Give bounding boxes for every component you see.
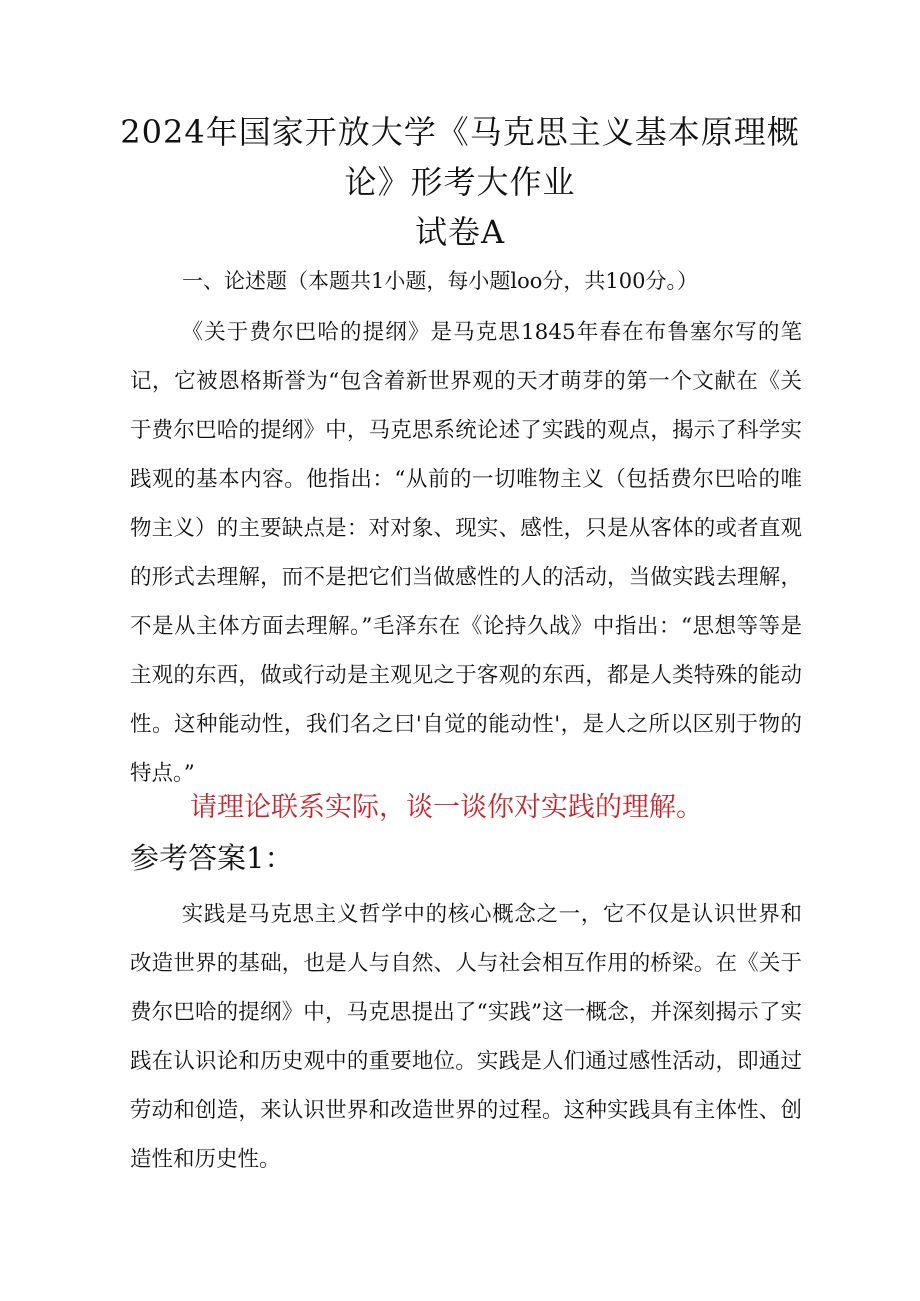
answer-paragraph: 实践是马克思主义哲学中的核心概念之一，它不仅是认识世界和改造世界的基础，也是人与自然、人与社会相互作用的桥梁。在《关于费尔巴哈的提纲》中，马克思提出了“实践”这一概念，并深刻揭示了实践在认识论和历史观中的重要地位。实践是人们通过感性活动，即通过劳动和创造，来认识世界和改造世界的过程。这种实践具有主体性、创造性和历史性。 (130, 902, 802, 1172)
section-heading: 一、论述题（本题共1小题，每小题loo分，共100分。） (182, 269, 698, 293)
document-title-line-2: 论》形考大作业 (344, 163, 576, 201)
document-title-line-1: 2024年国家开放大学《马克思主义基本原理概 (120, 113, 800, 151)
question-text: 请理论联系实际，谈一谈你对实践的理解。 (190, 792, 703, 823)
answer-heading: 参考答案1： (130, 841, 294, 875)
prompt-paragraph: 《关于费尔巴哈的提纲》是马克思1845年春在布鲁塞尔写的笔记，它被恩格斯誉为“包含着新世界观的天才萌芽的第一个文献在《关于费尔巴哈的提纲》中，马克思系统论述了实践的观点，揭示了科学实践观的基本内容。他指出：“从前的一切唯物主义（包括费尔巴哈的唯物主义）的主要缺点是：对对象、现实、感性，只是从客体的或者直观的形式去理解，而不是把它们当做感性的人的活动，当做实践去理解，不是从主体方面去理解。”毛泽东在《论持久战》中指出：“思想等等是主观的东西，做或行动是主观见之于客观的东西，都是人类特殊的能动性。这种能动性，我们名之曰'自觉的能动性'，是人之所以区别于物的特点。” (130, 320, 802, 786)
document-subtitle: 试卷A (414, 213, 506, 251)
